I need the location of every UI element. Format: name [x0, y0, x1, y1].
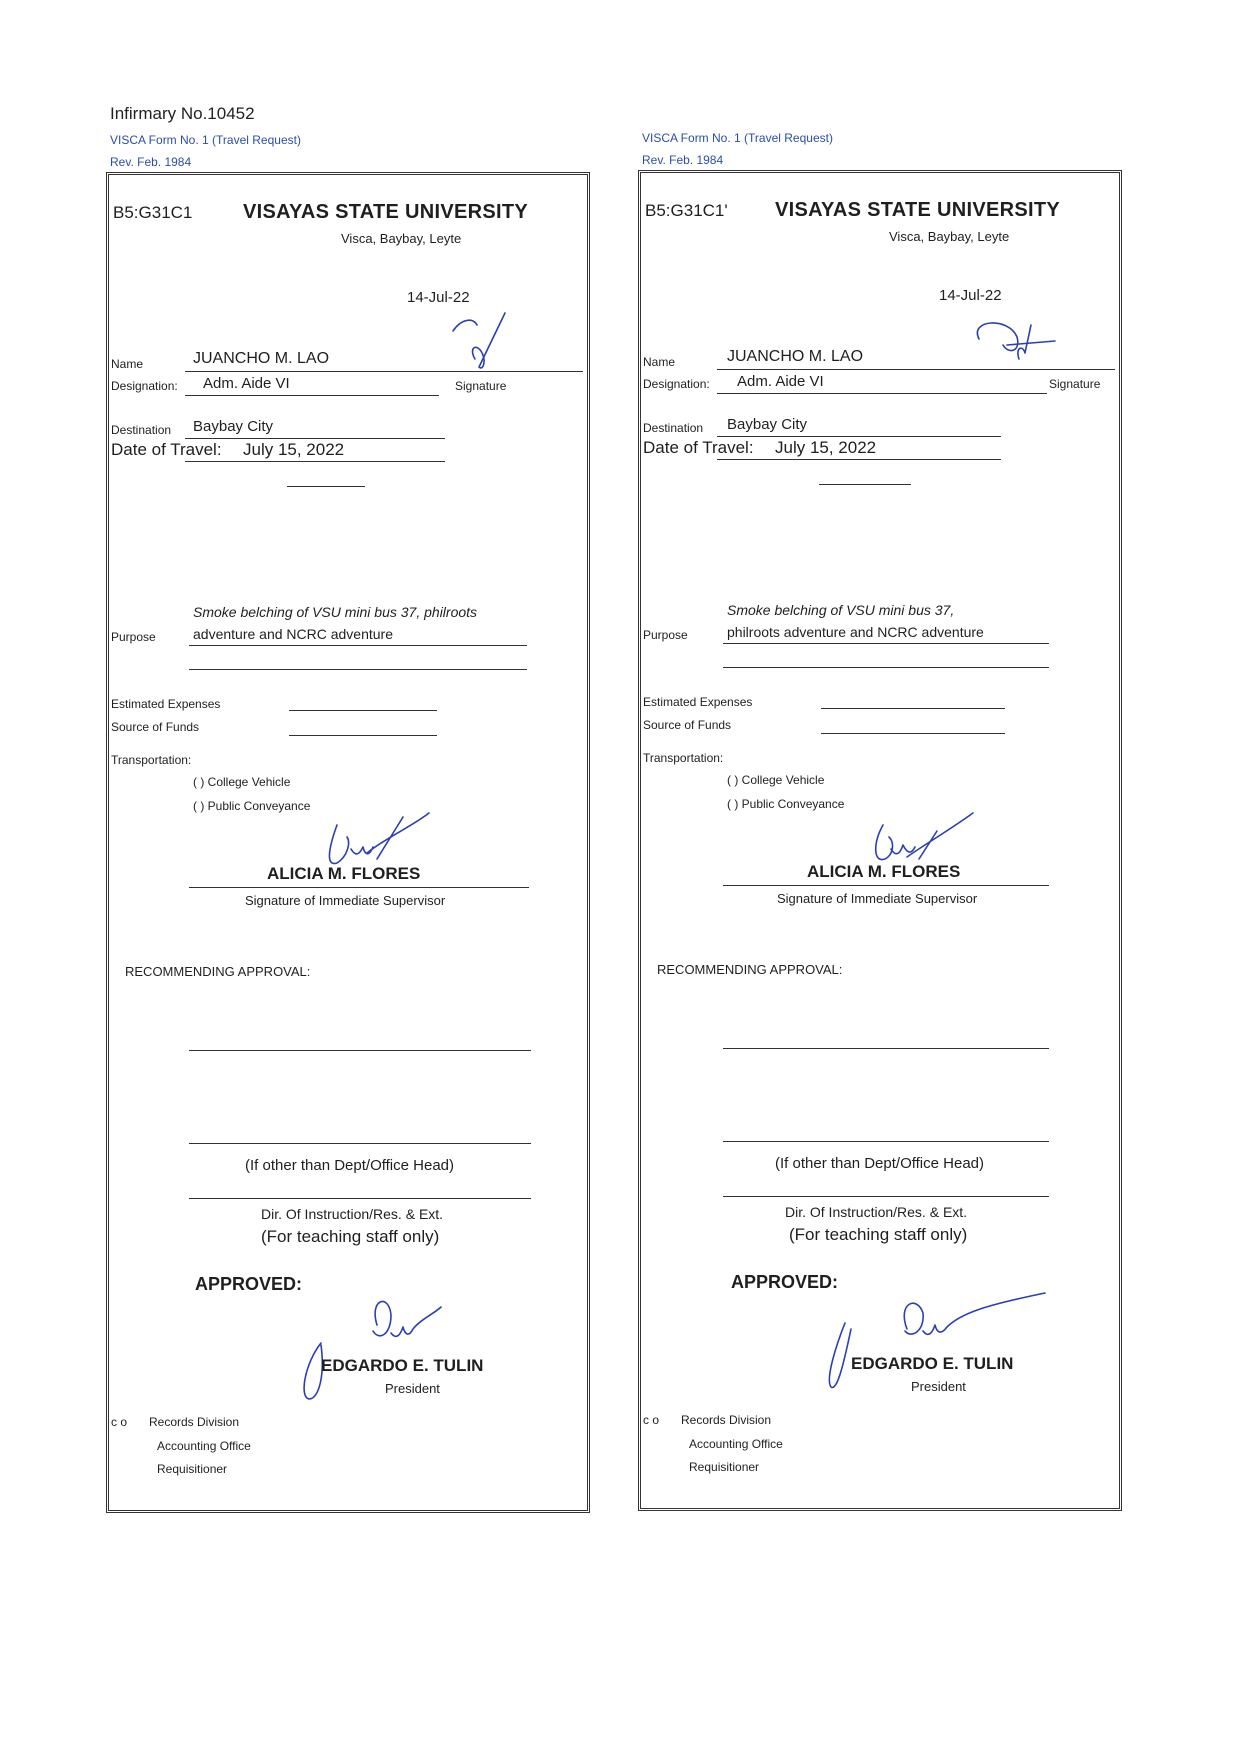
recommending-approval-label: RECOMMENDING APPROVAL: — [657, 962, 843, 977]
travel-date-value: July 15, 2022 — [243, 440, 345, 459]
supervisor-title: Signature of Immediate Supervisor — [777, 891, 978, 906]
request-date: 14-Jul-22 — [407, 289, 470, 306]
purpose-label: Purpose — [643, 628, 688, 642]
destination-value: Baybay City — [193, 418, 274, 435]
purpose-line-2: philroots adventure and NCRC adventure — [727, 624, 984, 640]
supervisor-name: ALICIA M. FLORES — [267, 864, 421, 883]
approved-label: APPROVED: — [195, 1274, 303, 1294]
short-line — [287, 486, 365, 487]
travel-date-label: Date of Travel: — [643, 438, 754, 457]
dept-head-line — [189, 1143, 531, 1144]
form-revision-right: Rev. Feb. 1984 — [642, 153, 724, 167]
designation-label: Designation: — [643, 377, 710, 391]
travel-date-line — [717, 459, 1001, 460]
president-title: President — [385, 1381, 440, 1396]
approved-label: APPROVED: — [731, 1272, 839, 1292]
infirmary-number: Infirmary No.10452 — [110, 104, 255, 123]
cc-label: c o — [111, 1415, 128, 1429]
request-date: 14-Jul-22 — [939, 287, 1002, 304]
cc-records-division: Records Division — [149, 1415, 240, 1429]
expenses-label: Estimated Expenses — [643, 695, 753, 709]
destination-label: Destination — [643, 421, 704, 435]
requester-signature — [439, 305, 529, 385]
dept-head-line — [723, 1141, 1049, 1142]
short-line — [819, 484, 911, 485]
president-name: EDGARDO E. TULIN — [321, 1356, 484, 1375]
designation-label: Designation: — [111, 379, 178, 393]
cc-requisitioner: Requisitioner — [689, 1460, 760, 1474]
destination-line — [717, 436, 1001, 437]
option-college-vehicle[interactable]: ( ) College Vehicle — [727, 773, 825, 787]
university-name: VISAYAS STATE UNIVERSITY — [243, 201, 529, 223]
destination-value: Baybay City — [727, 416, 808, 433]
requester-signature — [959, 311, 1069, 381]
purpose-line-1: Smoke belching of VSU mini bus 37, philroots — [193, 604, 478, 620]
director-title: Dir. Of Instruction/Res. & Ext. — [785, 1204, 968, 1220]
university-address: Visca, Baybay, Leyte — [341, 231, 462, 246]
name-label: Name — [111, 357, 144, 371]
form-code: B5:G31C1 — [113, 203, 193, 222]
designation-value: Adm. Aide VI — [203, 375, 290, 392]
cc-records-division: Records Division — [681, 1413, 772, 1427]
recommending-approval-label: RECOMMENDING APPROVAL: — [125, 964, 311, 979]
expenses-line — [289, 710, 437, 711]
if-other-label: (If other than Dept/Office Head) — [775, 1155, 984, 1172]
purpose-extra-line — [189, 669, 527, 670]
travel-date-label: Date of Travel: — [111, 440, 222, 459]
if-other-label: (If other than Dept/Office Head) — [245, 1157, 454, 1174]
purpose-label: Purpose — [111, 630, 156, 644]
cc-accounting-office: Accounting Office — [689, 1437, 783, 1451]
supervisor-signature-line — [723, 885, 1049, 886]
university-address: Visca, Baybay, Leyte — [889, 229, 1010, 244]
cc-label: c o — [643, 1413, 660, 1427]
president-title: President — [911, 1379, 966, 1394]
designation-line — [185, 395, 439, 396]
form-code: B5:G31C1' — [645, 201, 728, 220]
option-public-conveyance[interactable]: ( ) Public Conveyance — [727, 797, 845, 811]
funds-label: Source of Funds — [643, 718, 732, 732]
purpose-line — [723, 643, 1049, 644]
funds-label: Source of Funds — [111, 720, 200, 734]
option-public-conveyance[interactable]: ( ) Public Conveyance — [193, 799, 311, 813]
funds-line — [821, 733, 1005, 734]
expenses-line — [821, 708, 1005, 709]
teaching-staff-note: (For teaching staff only) — [789, 1225, 968, 1244]
transportation-label: Transportation: — [111, 753, 192, 767]
travel-request-form-right — [638, 170, 1122, 1511]
university-name: VISAYAS STATE UNIVERSITY — [775, 199, 1061, 221]
travel-date-value: July 15, 2022 — [775, 438, 877, 457]
president-name: EDGARDO E. TULIN — [851, 1354, 1014, 1373]
name-label: Name — [643, 355, 676, 369]
cc-accounting-office: Accounting Office — [157, 1439, 251, 1453]
funds-line — [289, 735, 437, 736]
name-line — [717, 369, 1115, 370]
recommending-line — [723, 1048, 1049, 1049]
cc-requisitioner: Requisitioner — [157, 1462, 228, 1476]
destination-line — [185, 438, 445, 439]
designation-line — [717, 393, 1047, 394]
director-line — [723, 1196, 1049, 1197]
teaching-staff-note: (For teaching staff only) — [261, 1227, 440, 1246]
supervisor-signature-line — [189, 887, 529, 888]
destination-label: Destination — [111, 423, 172, 437]
purpose-line-1: Smoke belching of VSU mini bus 37, — [727, 602, 955, 618]
director-title: Dir. Of Instruction/Res. & Ext. — [261, 1206, 444, 1222]
travel-date-line — [185, 461, 445, 462]
option-college-vehicle[interactable]: ( ) College Vehicle — [193, 775, 291, 789]
purpose-line — [189, 645, 527, 646]
form-title-left: VISCA Form No. 1 (Travel Request) — [110, 133, 301, 147]
purpose-extra-line — [723, 667, 1049, 668]
supervisor-title: Signature of Immediate Supervisor — [245, 893, 446, 908]
requester-name: JUANCHO M. LAO — [727, 348, 864, 365]
travel-request-form-left — [106, 172, 590, 1513]
supervisor-name: ALICIA M. FLORES — [807, 862, 961, 881]
requester-name: JUANCHO M. LAO — [193, 350, 330, 367]
purpose-line-2: adventure and NCRC adventure — [193, 626, 394, 642]
signature-label: Signature — [455, 379, 507, 393]
transportation-label: Transportation: — [643, 751, 724, 765]
form-title-right: VISCA Form No. 1 (Travel Request) — [642, 131, 833, 145]
designation-value: Adm. Aide VI — [737, 373, 824, 390]
expenses-label: Estimated Expenses — [111, 697, 221, 711]
name-line — [185, 371, 583, 372]
recommending-line — [189, 1050, 531, 1051]
signature-label: Signature — [1049, 377, 1101, 391]
director-line — [189, 1198, 531, 1199]
form-revision-left: Rev. Feb. 1984 — [110, 155, 192, 169]
